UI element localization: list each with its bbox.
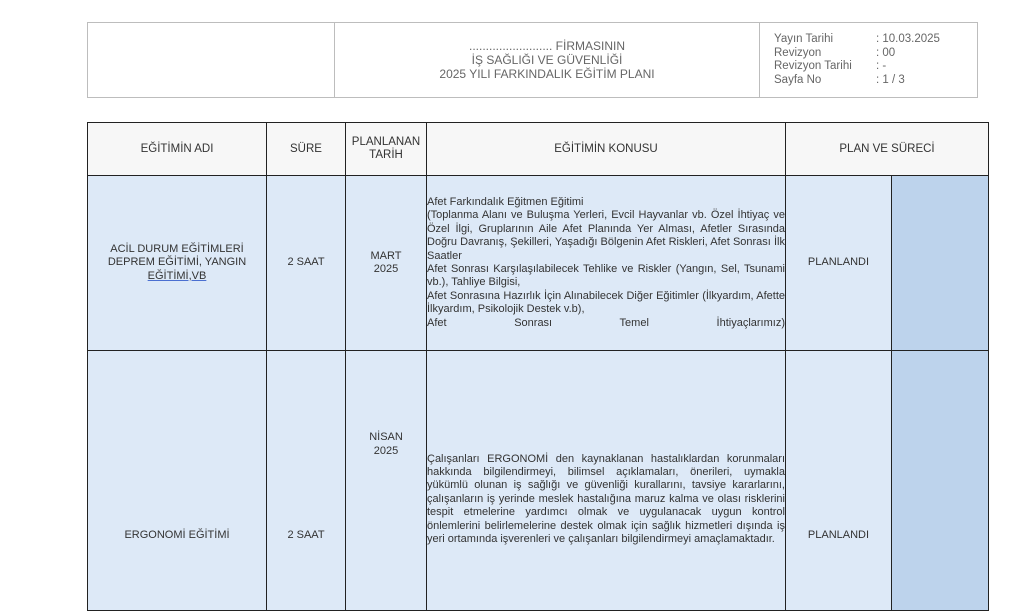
- topic-line: Afet Sonrasına Hazırlık İçin Alınabilecek Diğer Eğitimler (İlkyardım, Afette İlkyardım, Psikolojik Destek v.b),: [427, 289, 785, 316]
- topic-cell: [427, 351, 786, 611]
- col-header-topic: EĞİTİMİN KONUSU: [427, 123, 786, 176]
- document-meta: [760, 23, 977, 97]
- planned-month: NİSAN: [369, 431, 403, 443]
- col-header-duration: SÜRE: [267, 123, 346, 176]
- document-header: [87, 22, 978, 98]
- meta-label: Revizyon Tarihi: [774, 60, 852, 72]
- status-color-cell: [892, 351, 989, 611]
- meta-value: : 1 / 3: [876, 73, 905, 86]
- planned-year: 2025: [373, 444, 399, 457]
- col-header-date-line2: TARİH: [369, 149, 403, 161]
- meta-label: Sayfa No: [774, 73, 822, 86]
- duration-cell: 2 SAAT: [267, 176, 346, 351]
- status-cell: PLANLANDI: [786, 176, 892, 351]
- table-row: [88, 351, 989, 611]
- training-name-line: ACİL DURUM EĞİTİMLERİ: [110, 242, 244, 255]
- topic-line: Çalışanları ERGONOMİ den kaynaklanan hastalıklardan korunmaları hakkında bilgilendirmeyi, bilimsel açıklamaları, önerileri, uymakla yükümlü olunan iş sağlığı ve güvenliği kurallarını, tavsiye kararlarını, çalışanların iş yerinde meslek hastalığına maruz kalma ve olası risklerini tespit etmelerine yardımcı olmak ve uygulanacak uygun kontrol önlemlerini belirlemelerine destek olmak için sağlık hizmetleri dışında iş yeri ortamında işverenleri ve çalışanları bilgilendirmeyi amaçlamaktadır.: [427, 452, 785, 546]
- meta-value: : 10.03.2025: [876, 33, 940, 45]
- training-name-cell: [88, 176, 267, 351]
- topic-line: Afet Sonrası Temel İhtiyaçlarımız): [427, 316, 785, 329]
- col-header-name: EĞİTİMİN ADI: [88, 123, 267, 176]
- status-cell: PLANLANDI: [786, 351, 892, 611]
- topic-text: [427, 453, 785, 547]
- topic-line: Afet Sonrası Karşılaşılabilecek Tehlike ve Riskler (Yangın, Sel, Tsunami vb.), Tahliye Bilgisi,: [427, 263, 785, 289]
- meta-revision: [774, 47, 977, 61]
- meta-page-no: [774, 74, 977, 88]
- training-name-line: DEPREM EĞİTİMİ, YANGIN: [107, 256, 247, 269]
- topic-line: (Toplanma Alanı ve Buluşma Yerleri, Evcil Hayvanlar vb. Özel İhtiyaç ve Özel İlgi, Gruplarının Aile Afet Planında Yer Alması, Afetler Sırasında Doğru Davranış, Şekilleri, Yaşadığı Bölgenin Afet Riskleri, Afet Sonrası İlk Saatler: [427, 209, 785, 262]
- status-color-cell: [892, 176, 989, 351]
- planned-year: 2025: [373, 263, 399, 275]
- table-header-row: [88, 123, 989, 176]
- table-row: [88, 176, 989, 351]
- meta-value: : 00: [876, 46, 896, 59]
- topic-text: [427, 196, 785, 330]
- duration-cell: 2 SAAT: [267, 351, 346, 611]
- meta-label: Revizyon: [774, 46, 822, 59]
- meta-revision-date: [774, 60, 977, 74]
- planned-month: MART: [370, 249, 402, 262]
- meta-publish-date: [774, 33, 977, 47]
- title-line-1: İŞ SAĞLIĞI VE GÜVENLİĞİ: [471, 53, 623, 67]
- title-line-2: 2025 YILI FARKINDALIK EĞİTİM PLANI: [439, 67, 655, 81]
- training-name-cell: ERGONOMİ EĞİTİMİ: [88, 351, 267, 611]
- logo-cell: [88, 23, 335, 97]
- planned-date-cell: [346, 176, 427, 351]
- meta-label: Yayın Tarihi: [774, 33, 834, 45]
- firm-name-line: ......................... FİRMASININ: [468, 39, 626, 53]
- col-header-date: [346, 123, 427, 176]
- meta-value: : -: [876, 60, 887, 72]
- document-title: [335, 23, 760, 97]
- topic-cell: [427, 176, 786, 351]
- col-header-date-line1: PLANLANAN: [351, 136, 421, 148]
- planned-date-cell: [346, 351, 427, 611]
- topic-line: Afet Farkındalık Eğitmen Eğitimi: [427, 195, 584, 208]
- training-name-line: EĞİTİMİ,VB: [147, 269, 207, 282]
- col-header-plan: PLAN VE SÜRECİ: [786, 123, 989, 176]
- training-plan-table: [87, 122, 989, 611]
